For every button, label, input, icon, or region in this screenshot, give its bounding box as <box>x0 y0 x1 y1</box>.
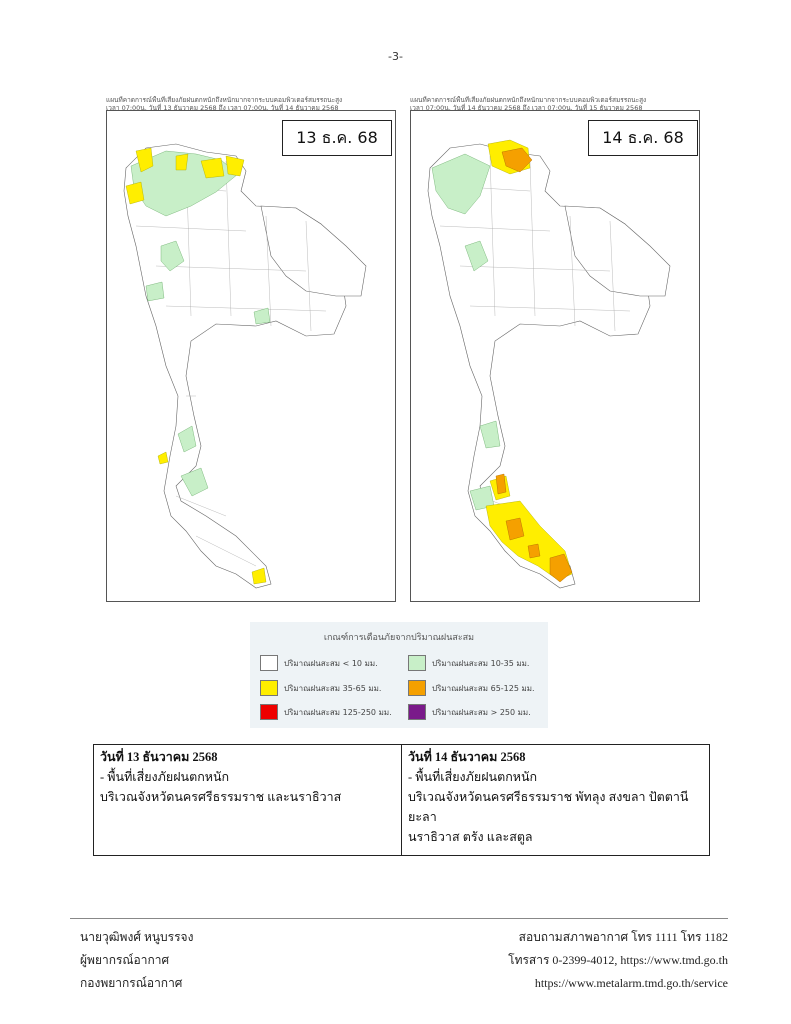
legend-label: ปริมาณฝนสะสม 125-250 มม. <box>284 708 392 717</box>
cell-title: วันที่ 14 ธันวาคม 2568 <box>408 750 526 764</box>
legend-label: ปริมาณฝนสะสม 35-65 มม. <box>284 684 382 693</box>
legend-swatch <box>260 680 278 696</box>
cell-line: - พื้นที่เสี่ยงภัยฝนตกหนัก <box>100 770 230 784</box>
forecast-summary-table <box>93 744 710 856</box>
map-caption <box>106 96 396 112</box>
legend-label: ปริมาณฝนสะสม 10-35 มม. <box>432 659 530 668</box>
contact-phone: สอบถามสภาพอากาศ โทร 1111 โทร 1182 <box>518 930 728 944</box>
table-cell-dec-14 <box>402 745 710 856</box>
cell-line: บริเวณจังหวัดนครศรีธรรมราช และนราธิวาส <box>100 790 342 804</box>
forecaster-division: กองพยากรณ์อากาศ <box>80 976 183 990</box>
legend-title: เกณฑ์การเตือนภัยจากปริมาณฝนสะสม <box>323 633 475 643</box>
forecaster-name: นายวุฒิพงศ์ หนูบรรจง <box>80 930 194 944</box>
map-caption-line-1: แผนที่คาดการณ์พื้นที่เสี่ยงภัยฝนตกหนักถึงหนักมากจากระบบคอมพิวเตอร์สมรรถนะสูง <box>106 96 343 104</box>
page-number: -3- <box>388 50 403 63</box>
map-caption-line-1: แผนที่คาดการณ์พื้นที่เสี่ยงภัยฝนตกหนักถึงหนักมากจากระบบคอมพิวเตอร์สมรรถนะสูง <box>410 96 647 104</box>
legend-swatch <box>260 655 278 671</box>
forecast-map-dec-14 <box>410 96 700 602</box>
legend-swatch <box>408 655 426 671</box>
legend-label: ปริมาณฝนสะสม < 10 มม. <box>284 659 378 668</box>
table-cell-dec-13 <box>94 745 402 856</box>
forecaster-signature <box>80 926 193 995</box>
thailand-rain-map-13 <box>106 96 396 602</box>
cell-title: วันที่ 13 ธันวาคม 2568 <box>100 750 218 764</box>
contact-alarm-link[interactable]: https://www.metalarm.tmd.go.th/service <box>534 976 728 990</box>
legend-label: ปริมาณฝนสะสม 65-125 มม. <box>432 684 535 693</box>
forecaster-title: ผู้พยากรณ์อากาศ <box>80 953 170 967</box>
cell-line: บริเวณจังหวัดนครศรีธรรมราช พัทลุง สงขลา ปัตตานี ยะลา <box>408 790 689 824</box>
map-caption-line-2: เวลา 07:00น. วันที่ 13 ธันวาคม 2568 ถึง เวลา 07:00น. วันที่ 14 ธันวาคม 2568 <box>106 104 339 112</box>
cell-line: นราธิวาส ตรัง และสตูล <box>408 830 533 844</box>
legend-swatch <box>408 704 426 720</box>
contact-info <box>508 926 728 995</box>
cell-line: - พื้นที่เสี่ยงภัยฝนตกหนัก <box>408 770 538 784</box>
map-date-label: 13 ธ.ค. 68 <box>282 120 392 156</box>
forecast-map-dec-13 <box>106 96 396 602</box>
contact-fax-website[interactable]: โทรสาร 0-2399-4012, https://www.tmd.go.th <box>508 953 728 967</box>
legend-swatch <box>260 704 278 720</box>
footer-divider <box>70 918 728 919</box>
thailand-rain-map-14 <box>410 96 700 602</box>
table-row <box>94 745 710 856</box>
map-caption-line-2: เวลา 07:00น. วันที่ 14 ธันวาคม 2568 ถึง เวลา 07:00น. วันที่ 15 ธันวาคม 2568 <box>410 104 643 112</box>
rainfall-legend <box>250 622 548 728</box>
map-caption <box>410 96 700 112</box>
map-date-label: 14 ธ.ค. 68 <box>588 120 698 156</box>
legend-label: ปริมาณฝนสะสม > 250 มม. <box>432 708 531 717</box>
legend-swatch <box>408 680 426 696</box>
